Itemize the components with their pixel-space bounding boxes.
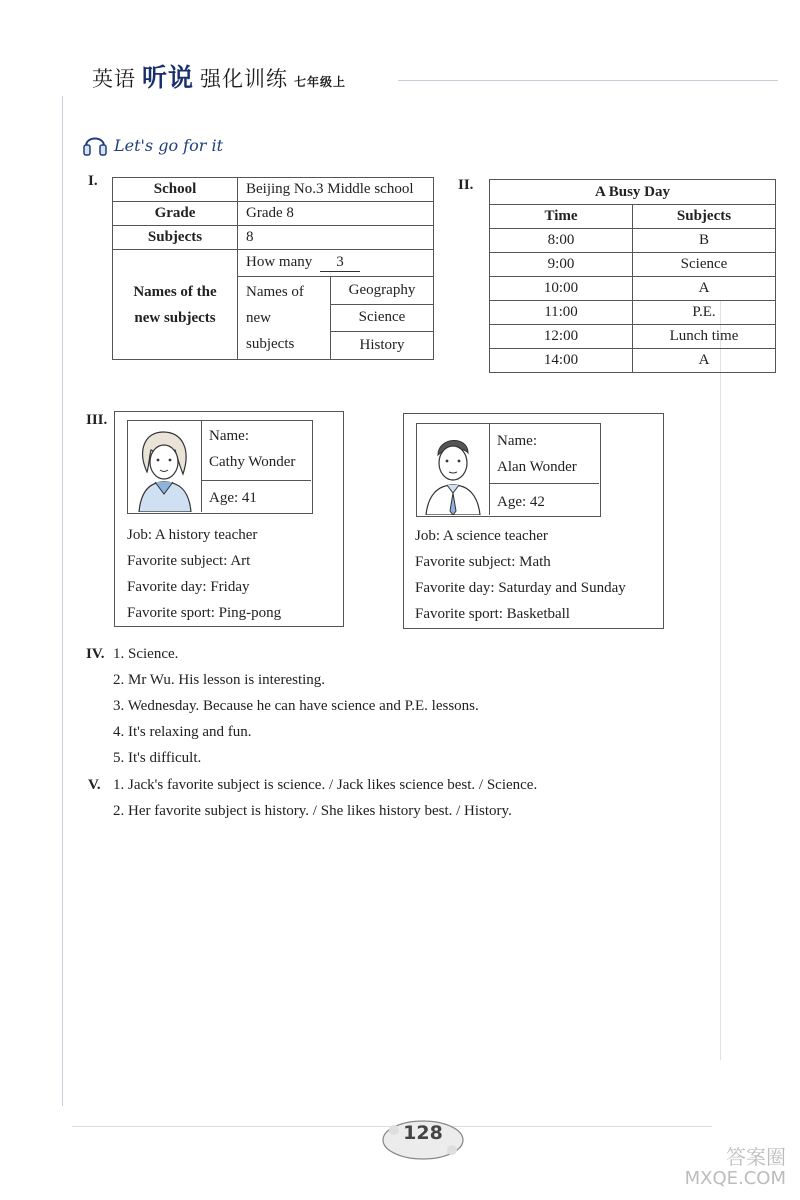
table-row bbox=[490, 277, 776, 301]
watermark bbox=[685, 1146, 786, 1190]
value-school: Beijing No.3 Middle school bbox=[238, 178, 434, 202]
man-portrait-icon bbox=[416, 423, 489, 515]
section-banner bbox=[82, 130, 223, 160]
time-cell: 10:00 bbox=[490, 277, 633, 301]
table-row bbox=[490, 253, 776, 277]
watermark-line-2: MXQE.COM bbox=[684, 1168, 786, 1189]
book-grade: 七年级上 bbox=[294, 75, 347, 89]
busy-day-title: A Busy Day bbox=[490, 180, 776, 205]
subject-cell: A bbox=[633, 277, 776, 301]
table-row bbox=[490, 229, 776, 253]
subject-cell: A bbox=[633, 349, 776, 373]
school-info-table bbox=[112, 177, 434, 360]
age-value: Age: 42 bbox=[497, 494, 545, 510]
profile-card-cathy bbox=[114, 411, 344, 627]
book-series: 强化训练 bbox=[200, 67, 289, 91]
subject-cell: B bbox=[633, 229, 776, 253]
col-header-time: Time bbox=[490, 205, 633, 229]
subject-cell: Lunch time bbox=[633, 325, 776, 349]
page-frame-right bbox=[720, 300, 721, 1060]
list-item: 4. It's relaxing and fun. bbox=[113, 724, 252, 740]
section-2-number: II. bbox=[458, 177, 474, 193]
list-item: 2. Her favorite subject is history. / She likes history best. / History. bbox=[113, 803, 512, 819]
portrait-man bbox=[416, 423, 490, 515]
page-frame-left bbox=[62, 96, 63, 1106]
time-cell: 12:00 bbox=[490, 325, 633, 349]
header-divider bbox=[398, 80, 778, 81]
list-item: 2. Mr Wu. His lesson is interesting. bbox=[113, 672, 326, 688]
subject-name-2: Science bbox=[331, 304, 434, 332]
list-item: 5. It's difficult. bbox=[113, 750, 202, 766]
watermark-line-1: 答案圈 bbox=[726, 1145, 786, 1169]
page-number: 128 bbox=[403, 1122, 443, 1144]
book-focus: 听说 bbox=[142, 63, 195, 92]
name-value: Alan Wonder bbox=[497, 459, 577, 475]
name-value: Cathy Wonder bbox=[209, 454, 296, 470]
busy-day-table bbox=[489, 179, 776, 373]
time-cell: 11:00 bbox=[490, 301, 633, 325]
names-of-label: Names of new subjects bbox=[238, 277, 331, 360]
headset-icon bbox=[82, 130, 108, 160]
profile-card-alan bbox=[403, 413, 664, 629]
list-item: 1. Jack's favorite subject is science. / Jack likes science best. / Science. bbox=[113, 777, 538, 793]
label-subjects: Subjects bbox=[113, 226, 238, 250]
how-many-value: 3 bbox=[320, 254, 360, 272]
favorite-subject-value: Favorite subject: Art bbox=[127, 553, 251, 569]
name-label: Name: bbox=[209, 428, 249, 444]
subject-name-3: History bbox=[331, 332, 434, 360]
subject-cell: Science bbox=[633, 253, 776, 277]
how-many-cell bbox=[238, 250, 434, 277]
list-item: 1. Science. bbox=[113, 646, 179, 662]
section-1-number: I. bbox=[88, 173, 98, 189]
job-value: Job: A history teacher bbox=[127, 527, 258, 543]
book-title bbox=[92, 58, 346, 94]
time-cell: 9:00 bbox=[490, 253, 633, 277]
age-value: Age: 41 bbox=[209, 490, 257, 506]
name-cell bbox=[201, 420, 311, 481]
book-subject: 英语 bbox=[92, 67, 136, 91]
value-subjects: 8 bbox=[238, 226, 434, 250]
portrait-woman bbox=[127, 420, 202, 512]
list-item: 3. Wednesday. Because he can have science and P.E. lessons. bbox=[113, 698, 479, 714]
job-value: Job: A science teacher bbox=[415, 528, 548, 544]
banner-text: Let's go for it bbox=[114, 135, 224, 155]
col-header-subjects: Subjects bbox=[633, 205, 776, 229]
favorite-day-value: Favorite day: Friday bbox=[127, 579, 250, 595]
time-cell: 8:00 bbox=[490, 229, 633, 253]
label-school: School bbox=[113, 178, 238, 202]
how-many-label: How many bbox=[246, 254, 313, 270]
section-5-number: V. bbox=[88, 777, 101, 793]
label-new-subjects: Names of the new subjects bbox=[113, 250, 238, 360]
favorite-day-value: Favorite day: Saturday and Sunday bbox=[415, 580, 626, 596]
favorite-sport-value: Favorite sport: Basketball bbox=[415, 606, 570, 622]
woman-portrait-icon bbox=[127, 420, 201, 512]
favorite-sport-value: Favorite sport: Ping-pong bbox=[127, 605, 282, 621]
subject-name-1: Geography bbox=[331, 277, 434, 305]
label-grade: Grade bbox=[113, 202, 238, 226]
section-3-number: III. bbox=[86, 412, 108, 428]
favorite-subject-value: Favorite subject: Math bbox=[415, 554, 551, 570]
name-cell bbox=[489, 423, 599, 484]
time-cell: 14:00 bbox=[490, 349, 633, 373]
subject-cell: P.E. bbox=[633, 301, 776, 325]
value-grade: Grade 8 bbox=[238, 202, 434, 226]
table-row bbox=[490, 301, 776, 325]
table-row bbox=[490, 325, 776, 349]
table-row bbox=[490, 349, 776, 373]
name-label: Name: bbox=[497, 433, 537, 449]
section-4-number: IV. bbox=[86, 646, 105, 662]
